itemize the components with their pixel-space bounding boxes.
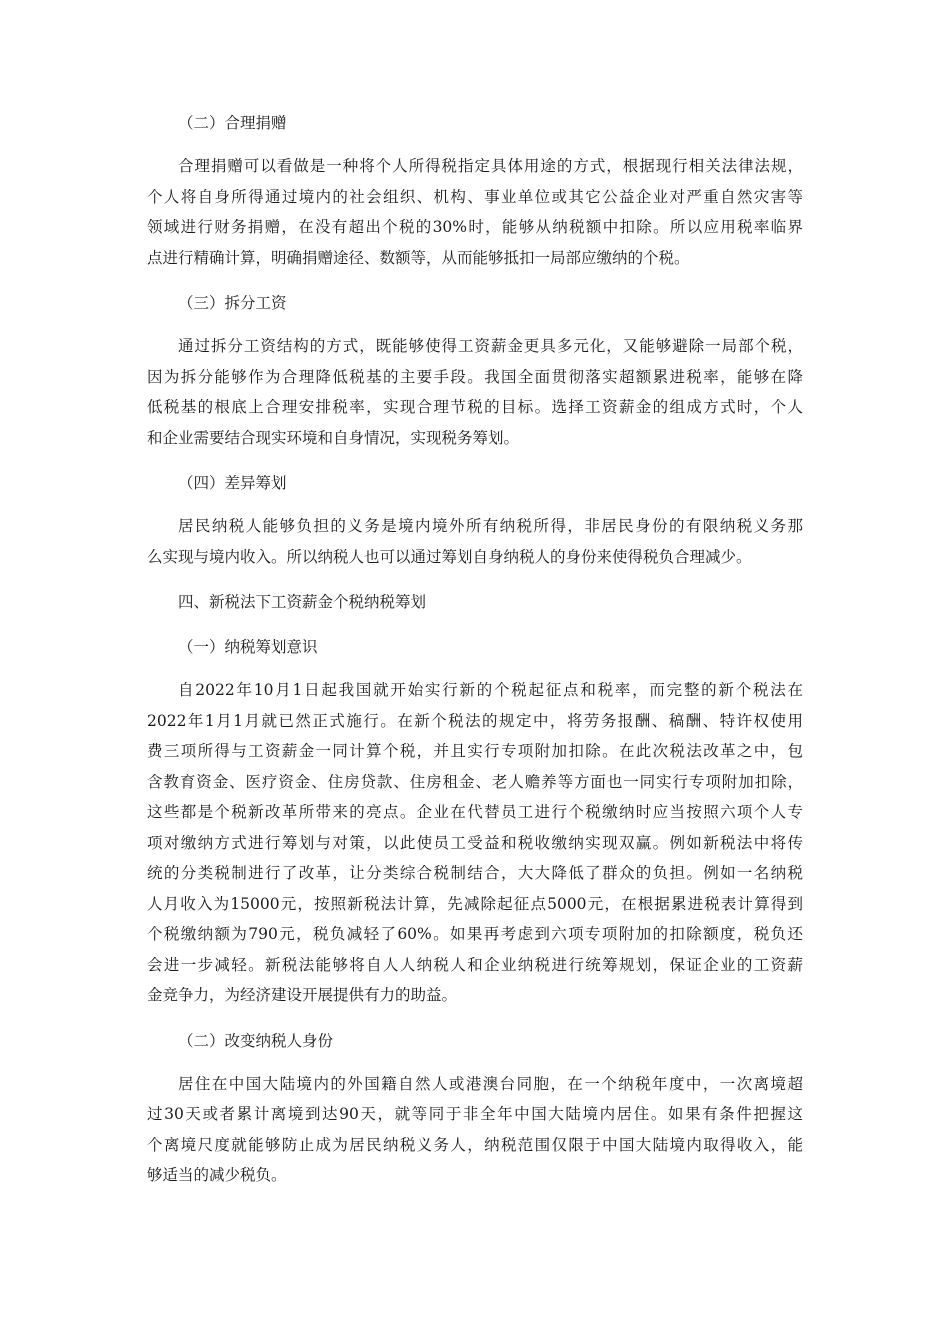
paragraph-line: 点进行精确计算，明确捐赠途径、数额等，从而能够抵扣一局部应缴纳的个税。 (147, 248, 690, 267)
section-heading-reasonable-donation: （二）合理捐赠 (178, 114, 287, 132)
paragraph-difference-planning (147, 511, 803, 572)
paragraph-change-taxpayer-identity (147, 1069, 803, 1191)
paragraph-line: 这些都是个税新改革所带来的亮点。企业在代替员工进行个税缴纳时应当按照六项个人专 (147, 803, 803, 821)
section-heading-difference-planning: （四）差异筹划 (178, 474, 287, 492)
paragraph-line: 个税缴纳额为790元，税负减轻了60%。如果再考虑到六项专项附加的扣除额度，税负还 (147, 925, 803, 943)
paragraph-line: 人月收入为15000元，按照新税法计算，先减除起征点5000元，在根据累进税表计算得到 (147, 894, 803, 913)
paragraph-reasonable-donation (147, 151, 803, 273)
chapter-heading-new-tax-law: 四、新税法下工资薪金个税纳税筹划 (178, 593, 427, 611)
paragraph-line: 低税基的根底上合理安排税率，实现合理节税的目标。选择工资薪金的组成方式时，个人 (147, 398, 803, 416)
paragraph-line: 项对缴纳方式进行筹划与对策，以此使员工受益和税收缴纳实现双赢。例如新税法中将传 (147, 833, 803, 852)
paragraph-line: 合理捐赠可以看做是一种将个人所得税指定具体用途的方式，根据现行相关法律法规， (178, 157, 803, 175)
paragraph-line: 费三项所得与工资薪金一同计算个税，并且实行专项附加扣除。在此次税法改革之中，包 (147, 742, 803, 760)
paragraph-line: 个人将自身所得通过境内的社会组织、机构、事业单位或其它公益企业对严重自然灾害等 (147, 187, 803, 206)
section-heading-split-salary: （三）拆分工资 (178, 294, 287, 312)
paragraph-line: 居住在中国大陆境内的外国籍自然人或港澳台同胞，在一个纳税年度中，一次离境超 (178, 1074, 803, 1093)
paragraph-split-salary (147, 331, 803, 453)
paragraph-line: 和企业需要结合现实环境和自身情况，实现税务筹划。 (147, 428, 520, 447)
paragraph-line: 统的分类税制进行了改革，让分类综合税制结合，大大降低了群众的负担。例如一名纳税 (147, 864, 803, 882)
paragraph-line: 2022年1月1月就已然正式施行。在新个税法的规定中，将劳务报酬、稿酬、特许权使用 (147, 711, 803, 730)
paragraph-line: 通过拆分工资结构的方式，既能够使得工资薪金更具多元化，又能够避除一局部个税， (178, 337, 803, 355)
paragraph-line: 领域进行财务捐赠，在没有超出个税的30%时，能够从纳税额中扣除。所以应用税率临界 (147, 218, 803, 236)
paragraph-line: 么实现与境内收入。所以纳税人也可以通过筹划自身纳税人的身份来使得税负合理减少。 (147, 547, 752, 566)
paragraph-line: 够适当的减少税负。 (147, 1166, 287, 1184)
paragraph-line: 会进一步减轻。新税法能够将自人人纳税人和企业纳税进行统筹规划，保证企业的工资薪 (147, 955, 803, 974)
section-heading-tax-planning-awareness: （一）纳税筹划意识 (178, 638, 318, 656)
section-heading-change-taxpayer-identity: （二）改变纳税人身份 (178, 1031, 334, 1050)
document-page (147, 108, 803, 1191)
paragraph-tax-planning-awareness (147, 675, 803, 1011)
paragraph-line: 含教育资金、医疗资金、住房贷款、住房租金、老人赡养等方面也一同实行专项附加扣除， (147, 772, 803, 791)
paragraph-line: 金竞争力，为经济建设开展提供有力的助益。 (147, 986, 458, 1004)
paragraph-line: 因为拆分能够作为合理降低税基的主要手段。我国全面贯彻落实超额累进税率，能够在降 (147, 367, 803, 386)
paragraph-line: 过30天或者累计离境到达90天，就等同于非全年中国大陆境内居住。如果有条件把握这 (147, 1105, 803, 1123)
paragraph-line: 个离境尺度就能够防止成为居民纳税义务人，纳税范围仅限于中国大陆境内取得收入，能 (147, 1135, 803, 1154)
paragraph-line: 自2022年10月1日起我国就开始实行新的个税起征点和税率，而完整的新个税法在 (178, 681, 803, 699)
paragraph-line: 居民纳税人能够负担的义务是境内境外所有纳税所得，非居民身份的有限纳税义务那 (178, 517, 803, 535)
